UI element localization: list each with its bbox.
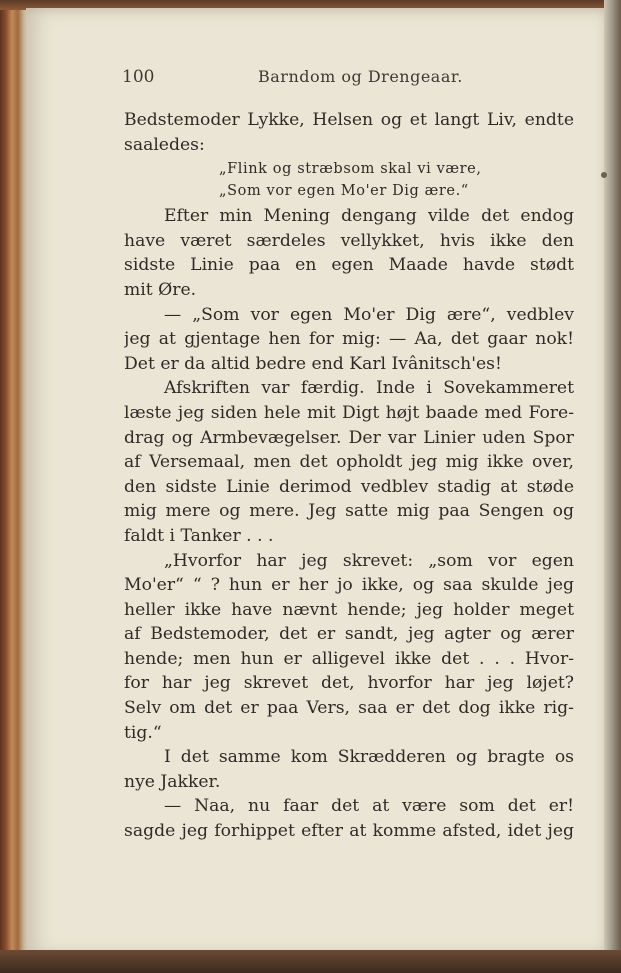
body-text bbox=[124, 108, 574, 844]
text-line: sagde jeg forhippet efter at komme afsted, idet jeg bbox=[124, 821, 574, 842]
running-title: Barndom og Drengeaar. bbox=[258, 67, 463, 86]
text-line: „Hvorfor har jeg skrevet: „som vor egen bbox=[164, 550, 574, 571]
text-line: heller ikke have nævnt hende; jeg holder meget bbox=[124, 599, 574, 620]
page-header bbox=[96, 62, 556, 92]
text-line: den sidste Linie derimod vedblev stadig at støde bbox=[124, 476, 574, 497]
verse-line: „Som vor egen Mo'er Dig ære.“ bbox=[219, 183, 469, 200]
text-line: hende; men hun er alligevel ikke det . . . Hvor- bbox=[124, 648, 574, 669]
text-line: læste jeg siden hele mit Digt højt baade med Fore- bbox=[124, 402, 574, 423]
text-line: Selv om det er paa Vers, saa er det dog ikke rig- bbox=[124, 698, 574, 719]
text-line: have været særdeles vellykket, hvis ikke den bbox=[124, 230, 574, 251]
margin-mark bbox=[601, 172, 607, 178]
text-line: — Naa, nu faar det at være som det er! bbox=[164, 796, 574, 817]
text-line: af Bedstemoder, det er sandt, jeg agter og ærer bbox=[124, 624, 574, 645]
text-line: nye Jakker. bbox=[124, 771, 221, 792]
text-line: af Versemaal, men det opholdt jeg mig ikke over, bbox=[124, 452, 574, 473]
text-line: saaledes: bbox=[124, 134, 205, 155]
verse-line: „Flink og stræbsom skal vi være, bbox=[219, 161, 482, 178]
text-line: drag og Armbevægelser. Der var Linier uden Spor bbox=[124, 427, 574, 448]
text-line: Bedstemoder Lykke, Helsen og et langt Liv, endte bbox=[124, 110, 574, 130]
text-line: tig.“ bbox=[124, 722, 162, 743]
text-line: Afskriften var færdig. Inde i Sovekammeret bbox=[164, 378, 574, 399]
text-line: I det samme kom Skrædderen og bragte os bbox=[164, 747, 574, 768]
text-line: Efter min Mening dengang vilde det endog bbox=[164, 206, 574, 227]
text-line: jeg at gjentage hen for mig: — Aa, det gaar nok! bbox=[124, 329, 574, 350]
text-line: — „Som vor egen Mo'er Dig ære“, vedblev bbox=[164, 304, 574, 325]
text-line: sidste Linie paa en egen Maade havde stødt bbox=[124, 255, 574, 276]
text-line: for har jeg skrevet det, hvorfor har jeg løjet? bbox=[124, 673, 574, 694]
text-line: faldt i Tanker . . . bbox=[124, 525, 274, 546]
text-line: Mo'er“ “ ? hun er her jo ikke, og saa skulde jeg bbox=[124, 575, 574, 596]
page-stack-edge bbox=[604, 0, 621, 973]
text-line: mig mere og mere. Jeg satte mig paa Sengen og bbox=[124, 501, 574, 522]
book-bottom-edge bbox=[0, 950, 621, 973]
page-number: 100 bbox=[122, 67, 155, 87]
text-line: mit Øre. bbox=[124, 279, 197, 300]
text-line: Det er da altid bedre end Karl Ivânitsch'es! bbox=[124, 353, 502, 374]
